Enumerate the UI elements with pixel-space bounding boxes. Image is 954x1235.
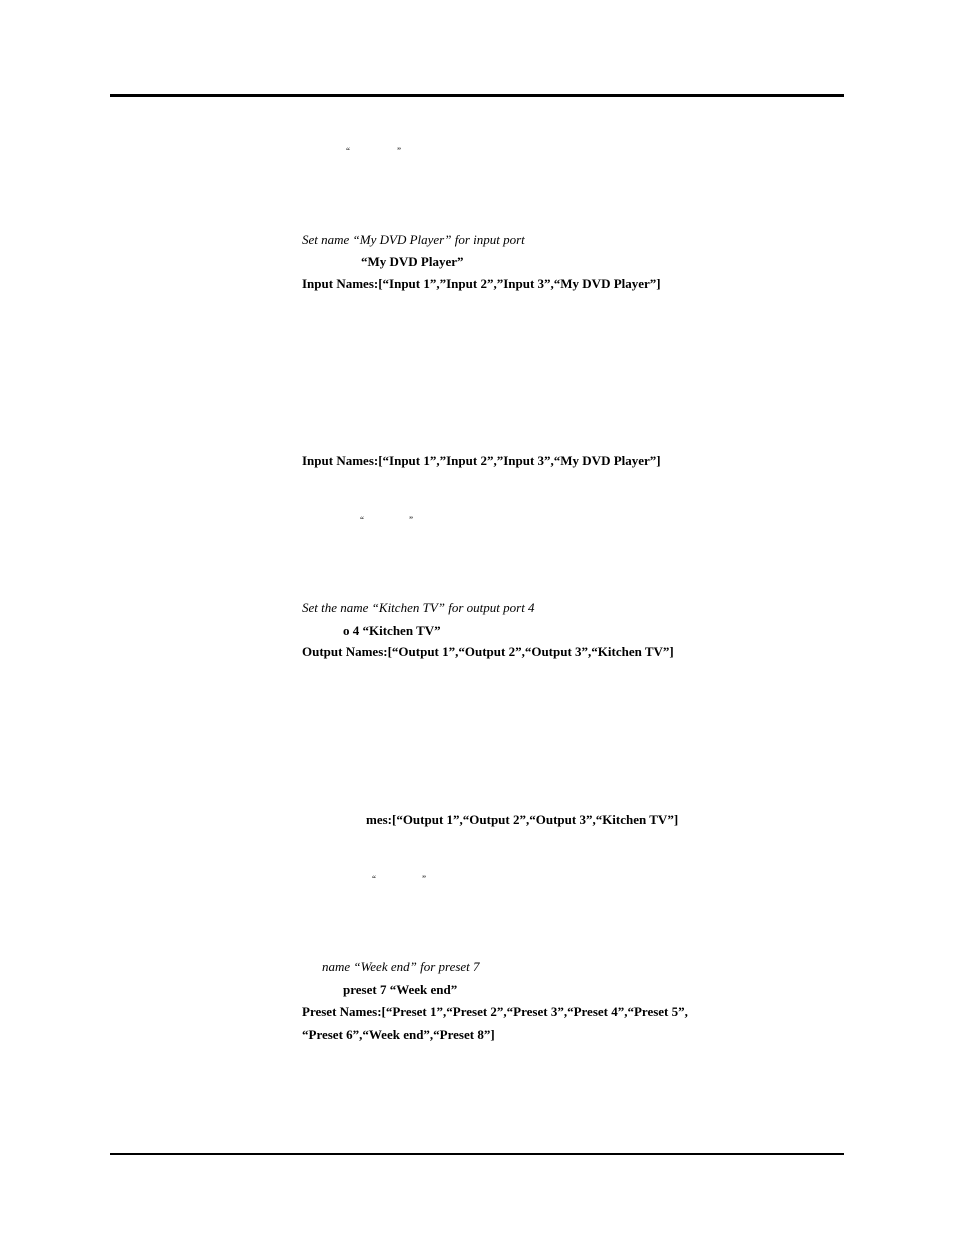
preset-example-caption: name “Week end” for preset 7 (322, 959, 480, 974)
output-command-fragment: o 4 “Kitchen TV” (343, 623, 441, 638)
input-command-fragment: “My DVD Player” (361, 254, 464, 269)
output-response-2: mes:[“Output 1”,“Output 2”,“Output 3”,“Kitchen TV”] (366, 812, 679, 827)
input-quote-open: “ (346, 146, 350, 156)
preset-quote-close: ” (422, 874, 426, 884)
preset-response-line-2: “Preset 6”,“Week end”,“Preset 8”] (302, 1027, 495, 1042)
input-response-1: Input Names:[“Input 1”,”Input 2”,”Input 3”,“My DVD Player”] (302, 276, 661, 291)
input-example-caption: Set name “My DVD Player” for input port (302, 232, 525, 247)
input-quote-close: ” (397, 146, 401, 156)
output-example-caption: Set the name “Kitchen TV” for output port 4 (302, 600, 535, 615)
preset-quote-open: “ (372, 874, 376, 884)
output-quote-open: “ (360, 515, 364, 525)
header-rule (110, 94, 844, 97)
input-response-2: Input Names:[“Input 1”,”Input 2”,”Input 3”,“My DVD Player”] (302, 453, 661, 468)
footer-rule (110, 1153, 844, 1155)
preset-response-line-1: Preset Names:[“Preset 1”,“Preset 2”,“Preset 3”,“Preset 4”,“Preset 5”, (302, 1004, 688, 1019)
output-response-1: Output Names:[“Output 1”,“Output 2”,“Output 3”,“Kitchen TV”] (302, 644, 674, 659)
output-quote-close: ” (409, 515, 413, 525)
preset-command-fragment: preset 7 “Week end” (343, 982, 458, 997)
